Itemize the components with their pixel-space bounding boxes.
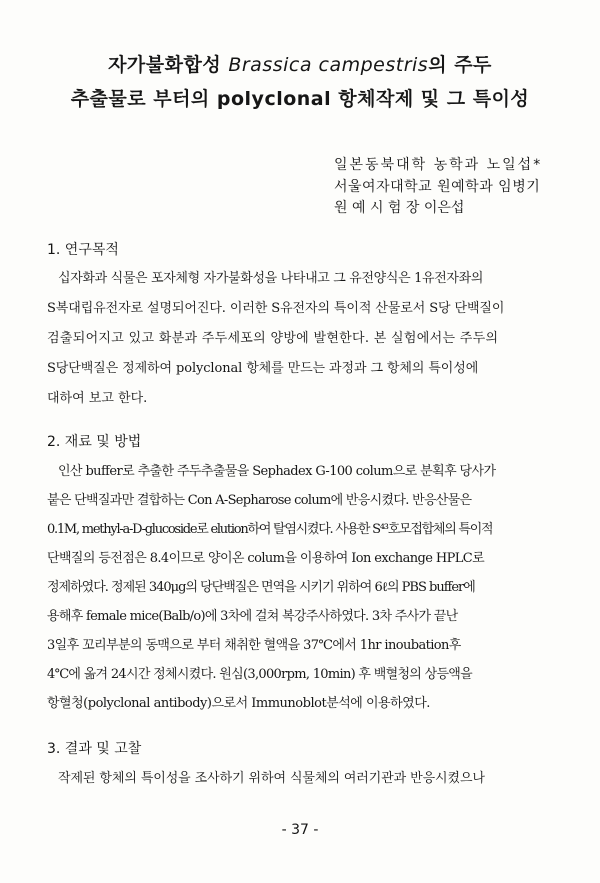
body-line: 인산 buffer로 추출한 주두추출물을 Sephadex G-100 colum으로 분획후 당사가 [58, 464, 496, 479]
author-line-3: 원 예 시 험 장 이은섭 [334, 200, 465, 216]
section-heading-methods: 2. 재료 및 방법 [47, 434, 142, 450]
body-line: 작제된 항체의 특이성을 조사하기 위하여 식물체의 여러기관과 반응시켰으나 [58, 771, 485, 786]
title-korean-suffix: 의 주두 [428, 54, 492, 76]
body-line: 대하여 보고 한다. [47, 391, 148, 406]
body-line: 단백질의 등전점은 8.4이므로 양이온 colum을 이용하여 Ion exchange HPLC로 [47, 551, 485, 566]
body-line: 정제하였다. 정제된 340μg의 당단백질은 면역을 시키기 위하여 6ℓ의 PBS buffer에 [47, 580, 475, 595]
body-line: 용해후 female mice(Balb/o)에 3차에 걸쳐 복강주사하였다. 3차 주사가 끝난 [47, 609, 458, 624]
body-line: 십자화과 식물은 포자체형 자가불화성을 나타내고 그 유전양식은 1유전자좌의 [58, 271, 484, 286]
page-number: - 37 - [281, 822, 319, 838]
title-korean-prefix: 자가불화합성 [108, 54, 229, 76]
body-line: 검출되어지고 있고 화분과 주두세포의 양방에 발현한다. 본 실험에서는 주두의 [47, 331, 499, 346]
section-heading-results: 3. 결과 및 고찰 [47, 741, 142, 757]
body-line: S당단백질은 정제하여 polyclonal 항체를 만드는 과정과 그 항체의 특이성에 [47, 361, 479, 376]
paper-title-line-2: 추출물로 부터의 polyclonal 항체작제 및 그 특이성 [70, 88, 530, 110]
section-heading-purpose: 1. 연구목적 [47, 242, 119, 258]
body-line: 항혈청(polyclonal antibody)으로서 Immunoblot분석에 이용하였다. [47, 696, 430, 711]
author-line-2: 서울여자대학교 원예학과 임병기 [334, 179, 541, 195]
species-name: Brassica campestris [228, 54, 429, 76]
paper-title-line-1 [0, 50, 600, 77]
body-line: 4℃에 옮겨 24시간 정체시켰다. 원심(3,000rpm, 10min) 후 백혈청의 상등액을 [47, 667, 473, 682]
author-line-1: 일본동북대학 농학과 노일섭* [334, 157, 543, 173]
body-line: 붙은 단백질과만 결합하는 Con A-Sepharose colum에 반응시켰다. 반응산물은 [47, 493, 472, 508]
body-line: 3일후 꼬리부분의 동맥으로 부터 채취한 혈액을 37℃에서 1hr inoubation후 [47, 638, 461, 653]
body-line: 0.1M, methyl-a-D-glucoside로 elution하여 탈염시켰다. 사용한 S⁴³호모접합체의 특이적 [47, 522, 493, 537]
body-line: S복대립유전자로 설명되어진다. 이러한 S유전자의 특이적 산물로서 S당 단백질이 [47, 301, 505, 316]
